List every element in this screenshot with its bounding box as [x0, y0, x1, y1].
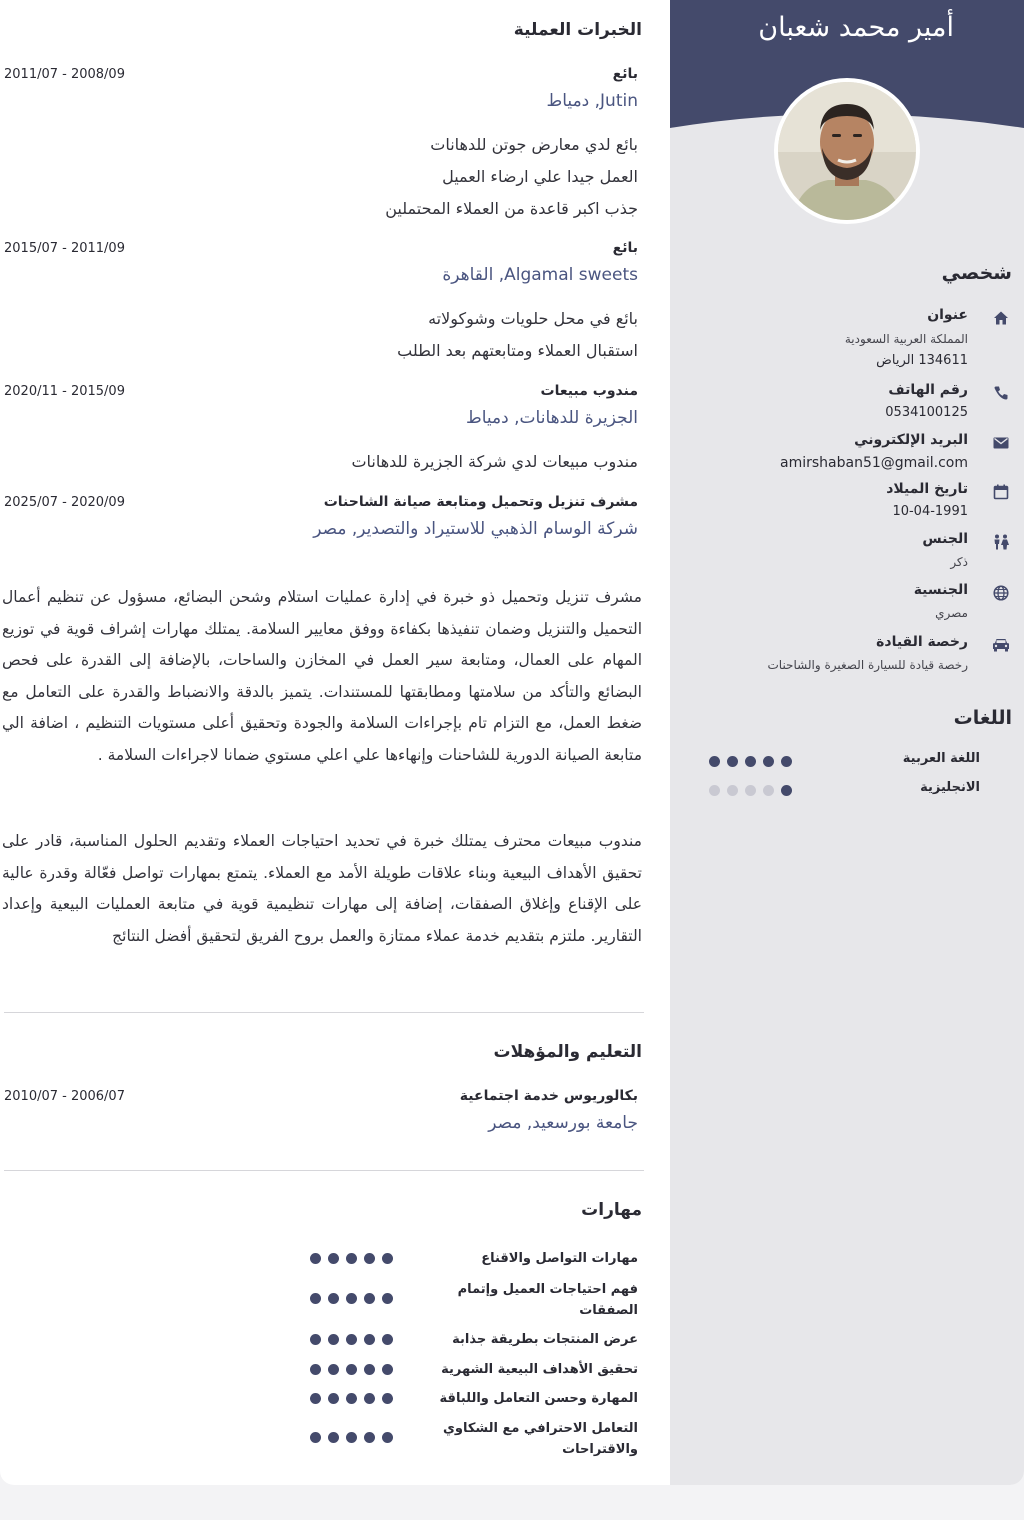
skill-level-dots	[310, 1393, 393, 1404]
level-dot	[727, 756, 738, 767]
divider	[4, 1012, 644, 1013]
personal-section-title: شخصي	[941, 262, 1012, 284]
level-dot	[346, 1393, 357, 1404]
job-detail: جذب اكبر قاعدة من العملاء المحتملين	[385, 199, 638, 218]
nationality-item	[682, 582, 1012, 626]
level-dot	[310, 1364, 321, 1375]
skill-name: المهارة وحسن التعامل واللباقة	[439, 1391, 638, 1406]
job-place: الجزيرة للدهانات, دمياط	[466, 408, 638, 428]
phone-icon	[990, 382, 1012, 404]
level-dot	[364, 1364, 375, 1375]
level-dot	[382, 1293, 393, 1304]
level-dot	[364, 1393, 375, 1404]
level-dot	[328, 1293, 339, 1304]
level-dot	[781, 756, 792, 767]
education-place: جامعة بورسعيد, مصر	[488, 1113, 638, 1133]
job-title: بائع	[612, 240, 638, 256]
skill-name: فهم احتياجات العميل وإتمام الصفقات	[457, 1282, 638, 1318]
level-dot	[763, 785, 774, 796]
skill-row	[310, 1248, 638, 1270]
languages-section-title: اللغات	[953, 707, 1012, 729]
license-label: رخصة القيادة	[876, 634, 968, 650]
language-row	[682, 751, 1012, 773]
level-dot	[382, 1364, 393, 1375]
skill-name: تحقيق الأهداف البيعية الشهرية	[441, 1362, 638, 1377]
skill-name: التعامل الاحترافي مع الشكاوي والاقتراحات	[442, 1421, 638, 1457]
level-dot	[382, 1432, 393, 1443]
birthdate-label: تاريخ الميلاد	[886, 481, 968, 497]
experience-section-title: الخبرات العملية	[513, 20, 642, 40]
skill-name: مهارات التواصل والاقناع	[481, 1251, 638, 1266]
gender-value: ذكر	[950, 555, 968, 569]
mail-icon	[990, 432, 1012, 454]
level-dot	[328, 1364, 339, 1375]
level-dot	[346, 1293, 357, 1304]
level-dot	[763, 756, 774, 767]
education-section-title: التعليم والمؤهلات	[493, 1042, 642, 1062]
language-level-dots	[709, 785, 792, 796]
language-row	[682, 780, 1012, 802]
license-value: رخصة قيادة للسيارة الصغيرة والشاحنات	[767, 658, 968, 672]
skill-level-dots	[310, 1253, 393, 1264]
job-place: Jutin, دمياط	[546, 91, 638, 111]
full-name: أمير محمد شعبان	[758, 12, 954, 43]
address-line-2: 134611 الرياض	[876, 353, 968, 368]
job-detail: مندوب مبيعات لدي شركة الجزيرة للدهانات	[351, 452, 638, 471]
level-dot	[346, 1253, 357, 1264]
job-title: بائع	[612, 66, 638, 82]
calendar-icon	[990, 481, 1012, 503]
level-dot	[781, 785, 792, 796]
people-icon	[990, 531, 1012, 553]
level-dot	[346, 1334, 357, 1345]
job-detail: العمل جيدا علي ارضاء العميل	[442, 167, 638, 186]
level-dot	[364, 1432, 375, 1443]
job-place: شركة الوسام الذهبي للاستيراد والتصدير, مصر	[313, 519, 638, 539]
level-dot	[382, 1334, 393, 1345]
level-dot	[310, 1293, 321, 1304]
job-date: 2015/07 - 2011/09	[4, 241, 125, 256]
car-icon	[990, 634, 1012, 656]
address-label: عنوان	[927, 307, 968, 323]
experience-paragraph-1: مشرف تنزيل وتحميل ذو خبرة في إدارة عمليات استلام وشحن البضائع، مسؤول عن تنظيم أعمال التحميل والتنزيل وضمان تنفيذها بكفاءة ووفق معايير السلامة. يمتلك مهارات إشراف قوية في توزيع المهام على العمال، ومتابعة سير العمل في المخازن والساحات، بالإضافة إلى القدرة على فحص البضائع والتأكد من سلامتها ومطابقتها للمستندات. يتميز بالدقة والانضباط والقدرة على التعامل مع ضغط العمل، مع التزام تام بإجراءات السلامة والجودة وتحقيق أعلى مستويات التنظيم ، اضافة الي متابعة الصيانة الدورية للشاحنات وإنهاءها علي اعلي مستوي ضمانا لاجراءات السلامة .	[2, 588, 642, 764]
skill-name: عرض المنتجات بطريقة جذابة	[452, 1332, 638, 1347]
level-dot	[709, 756, 720, 767]
level-dot	[346, 1432, 357, 1443]
nationality-label: الجنسية	[913, 582, 968, 598]
experience-paragraph-2: مندوب مبيعات محترف يمتلك خبرة في تحديد احتياجات العملاء وتقديم الحلول المناسبة، قادر على تحقيق الأهداف البيعية وبناء علاقات طويلة الأمد مع العملاء. يتمتع بمهارات تواصل فعّالة وقدرة عالية على الإقناع وإغلاق الصفقات، إضافة إلى مهارات تنظيمية قوية في متابعة العمليات البيعية وإعداد التقارير. ملتزم بتقديم خدمة عملاء ممتازة والعمل بروح الفريق لتحقيق أفضل النتائج	[2, 832, 642, 945]
skill-level-dots	[310, 1334, 393, 1345]
language-name: الانجليزية	[920, 780, 980, 795]
level-dot	[328, 1432, 339, 1443]
education-date: 2010/07 - 2006/07	[4, 1089, 125, 1104]
level-dot	[727, 785, 738, 796]
level-dot	[328, 1253, 339, 1264]
license-item	[682, 634, 1012, 678]
job-title: مندوب مبيعات	[540, 383, 638, 399]
email-label: البريد الإلكتروني	[854, 432, 968, 448]
level-dot	[310, 1334, 321, 1345]
job-detail: بائع لدي معارض جوتن للدهانات	[430, 135, 638, 154]
birthdate-value: 10-04-1991	[892, 504, 968, 519]
globe-icon	[990, 582, 1012, 604]
job-detail: بائع في محل حلويات وشوكولاته	[428, 309, 638, 328]
level-dot	[310, 1253, 321, 1264]
job-detail: استقبال العملاء ومتابعتهم بعد الطلب	[397, 341, 638, 360]
home-icon	[990, 307, 1012, 329]
level-dot	[364, 1253, 375, 1264]
phone-item	[682, 382, 1012, 426]
address-line-1: المملكة العربية السعودية	[844, 332, 968, 346]
profile-photo-image	[778, 82, 916, 220]
skills-section-title: مهارات	[581, 1200, 642, 1220]
level-dot	[745, 785, 756, 796]
profile-photo	[774, 78, 920, 224]
level-dot	[310, 1432, 321, 1443]
gender-label: الجنس	[922, 531, 968, 547]
email-value[interactable]: amirshaban51@gmail.com	[780, 455, 968, 471]
skill-row	[310, 1418, 638, 1462]
email-item	[682, 432, 1012, 476]
skill-row	[310, 1329, 638, 1351]
skill-row	[310, 1279, 638, 1323]
skill-level-dots	[310, 1364, 393, 1375]
job-title: مشرف تنزيل وتحميل ومتابعة صيانة الشاحنات	[323, 494, 638, 510]
divider	[4, 1170, 644, 1171]
level-dot	[364, 1334, 375, 1345]
level-dot	[382, 1253, 393, 1264]
job-place: Algamal sweets, القاهرة	[442, 265, 638, 285]
degree-title: بكالوريوس خدمة اجتماعية	[459, 1088, 638, 1104]
level-dot	[310, 1393, 321, 1404]
sidebar	[670, 0, 1024, 1485]
level-dot	[382, 1393, 393, 1404]
language-level-dots	[709, 756, 792, 767]
address-item	[682, 307, 1012, 373]
phone-value[interactable]: 0534100125	[885, 405, 968, 420]
gender-item	[682, 531, 1012, 575]
nationality-value: مصري	[935, 606, 968, 620]
job-date: 2025/07 - 2020/09	[4, 495, 125, 510]
skill-level-dots	[310, 1293, 393, 1304]
phone-label: رقم الهاتف	[888, 382, 968, 398]
birthdate-item	[682, 481, 1012, 525]
level-dot	[346, 1364, 357, 1375]
skill-level-dots	[310, 1432, 393, 1443]
skill-row	[310, 1359, 638, 1381]
skill-row	[310, 1388, 638, 1410]
level-dot	[709, 785, 720, 796]
job-date: 2020/11 - 2015/09	[4, 384, 125, 399]
level-dot	[328, 1393, 339, 1404]
language-name: اللغة العربية	[902, 751, 980, 766]
level-dot	[328, 1334, 339, 1345]
level-dot	[364, 1293, 375, 1304]
job-date: 2011/07 - 2008/09	[4, 67, 125, 82]
level-dot	[745, 756, 756, 767]
